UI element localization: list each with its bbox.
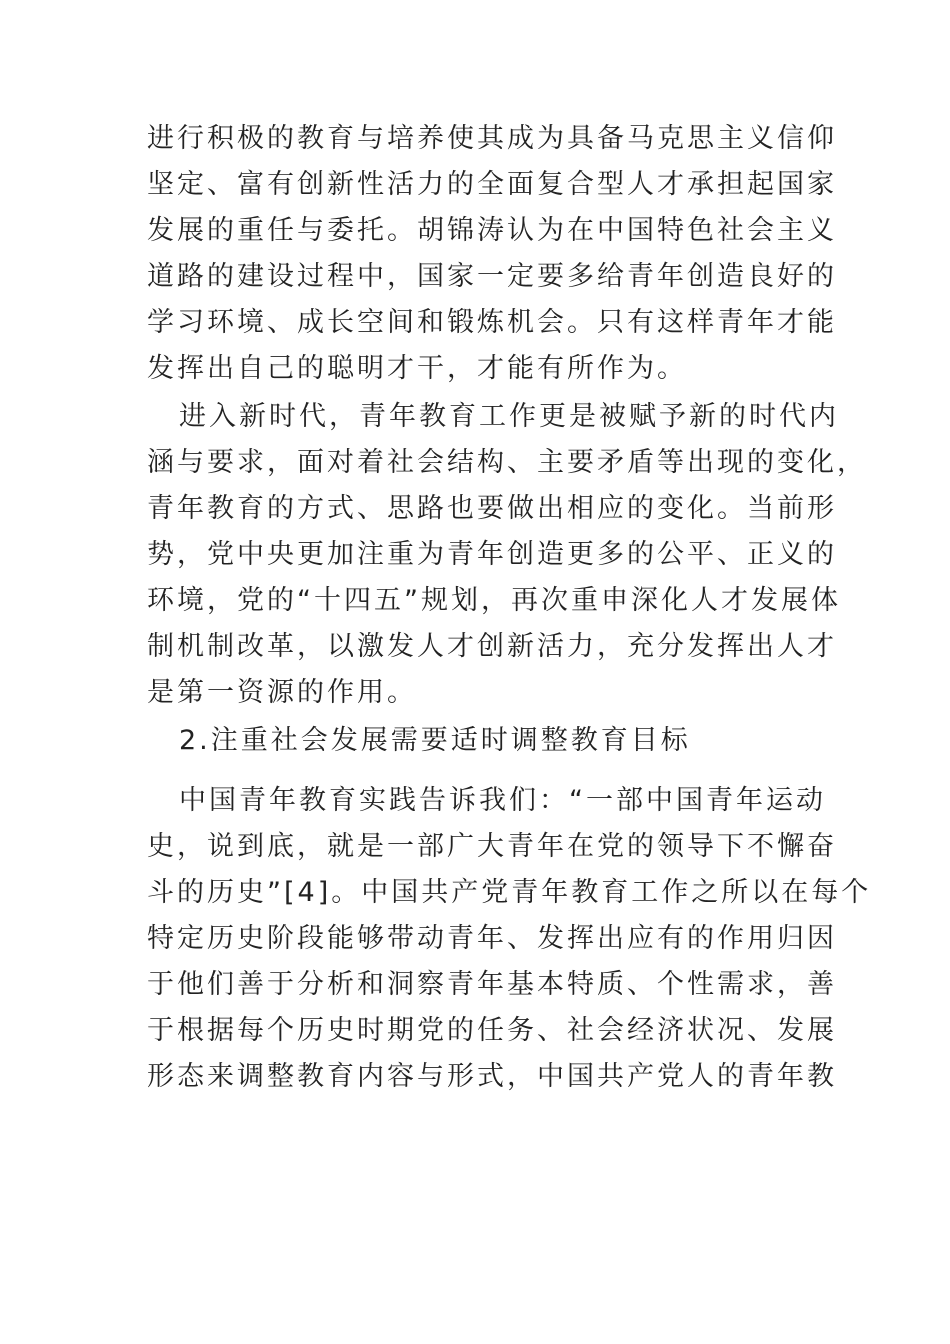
section-heading-block (147, 718, 807, 764)
paragraph-3 (147, 778, 872, 1100)
paragraph-line: 涵与要求，面对着社会结构、主要矛盾等出现的变化， (147, 447, 867, 478)
section-heading: 2.注重社会发展需要适时调整教育目标 (179, 725, 691, 756)
paragraph-line: 进入新时代，青年教育工作更是被赋予新的时代内 (179, 401, 839, 432)
paragraph-2 (147, 394, 867, 716)
paragraph-line: 进行积极的教育与培养使其成为具备马克思主义信仰 (147, 123, 837, 154)
paragraph-line: 于他们善于分析和洞察青年基本特质、个性需求，善 (147, 969, 837, 1000)
paragraph-line: 是第一资源的作用。 (147, 677, 417, 708)
paragraph-line: 道路的建设过程中，国家一定要多给青年创造良好的 (147, 261, 837, 292)
paragraph-line: 中国青年教育实践告诉我们：“一部中国青年运动 (179, 785, 826, 816)
paragraph-1 (147, 116, 837, 392)
paragraph-line: 环境，党的“十四五”规划，再次重申深化人才发展体 (147, 585, 841, 616)
paragraph-line: 势，党中央更加注重为青年创造更多的公平、正义的 (147, 539, 837, 570)
paragraph-line: 发挥出自己的聪明才干，才能有所作为。 (147, 353, 687, 384)
paragraph-line: 形态来调整教育内容与形式，中国共产党人的青年教 (147, 1061, 837, 1092)
paragraph-line: 坚定、富有创新性活力的全面复合型人才承担起国家 (147, 169, 837, 200)
paragraph-line: 于根据每个历史时期党的任务、社会经济状况、发展 (147, 1015, 837, 1046)
paragraph-line: 史，说到底，就是一部广大青年在党的领导下不懈奋 (147, 831, 837, 862)
paragraph-line: 发展的重任与委托。胡锦涛认为在中国特色社会主义 (147, 215, 837, 246)
paragraph-line: 斗的历史”[4]。中国共产党青年教育工作之所以在每个 (147, 877, 872, 908)
paragraph-line: 学习环境、成长空间和锻炼机会。只有这样青年才能 (147, 307, 837, 338)
paragraph-line: 特定历史阶段能够带动青年、发挥出应有的作用归因 (147, 923, 837, 954)
paragraph-line: 青年教育的方式、思路也要做出相应的变化。当前形 (147, 493, 837, 524)
paragraph-line: 制机制改革，以激发人才创新活力，充分发挥出人才 (147, 631, 837, 662)
